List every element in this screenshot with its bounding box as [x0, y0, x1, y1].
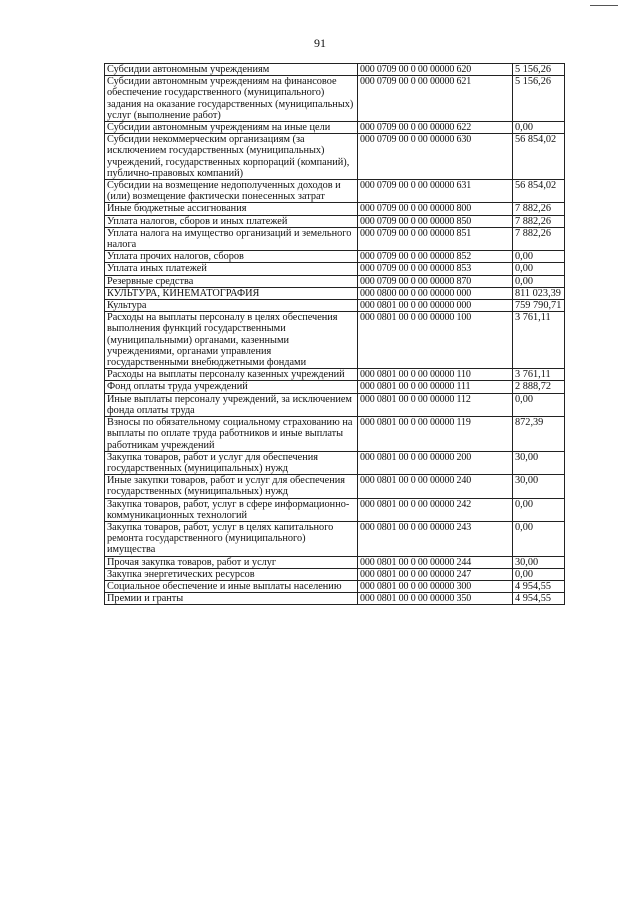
table-row — [105, 475, 565, 498]
row-name-cell: Субсидии автономным учреждениям — [105, 64, 358, 76]
row-amount-cell: 7 882,26 — [513, 215, 565, 227]
row-amount-cell: 3 761,11 — [513, 369, 565, 381]
table-row — [105, 498, 565, 521]
page-number: 91 — [314, 36, 326, 50]
row-amount-cell: 872,39 — [513, 417, 565, 452]
row-amount-cell: 30,00 — [513, 475, 565, 498]
row-code-cell: 000 0801 00 0 00 00000 300 — [358, 580, 513, 592]
row-amount-cell: 811 023,39 — [513, 287, 565, 299]
table-row — [105, 263, 565, 275]
row-code-cell: 000 0709 00 0 00 00000 850 — [358, 215, 513, 227]
row-name-cell: Закупка товаров, работ и услуг для обеспечения государственных (муниципальных) нужд — [105, 451, 358, 474]
row-name-cell: Расходы на выплаты персоналу казенных учреждений — [105, 369, 358, 381]
row-code-cell: 000 0801 00 0 00 00000 240 — [358, 475, 513, 498]
table-row — [105, 369, 565, 381]
row-name-cell: Расходы на выплаты персоналу в целях обеспечения выполнения функций государственными (муниципальными) органами, казенными учреждениями, органами управления государственными внебюджетными фондами — [105, 312, 358, 369]
table-row — [105, 568, 565, 580]
table-row — [105, 203, 565, 215]
row-code-cell: 000 0801 00 0 00 00000 242 — [358, 498, 513, 521]
row-amount-cell: 0,00 — [513, 521, 565, 556]
row-amount-cell: 0,00 — [513, 393, 565, 416]
row-name-cell: Закупка энергетических ресурсов — [105, 568, 358, 580]
row-code-cell: 000 0801 00 0 00 00000 350 — [358, 593, 513, 605]
table-row — [105, 275, 565, 287]
row-name-cell: Культура — [105, 300, 358, 312]
row-code-cell: 000 0801 00 0 00 00000 243 — [358, 521, 513, 556]
row-amount-cell: 5 156,26 — [513, 76, 565, 122]
row-name-cell: Резервные средства — [105, 275, 358, 287]
table-row — [105, 76, 565, 122]
budget-table — [104, 63, 565, 605]
row-name-cell: Иные закупки товаров, работ и услуг для обеспечения государственных (муниципальных) нужд — [105, 475, 358, 498]
row-amount-cell: 4 954,55 — [513, 593, 565, 605]
row-code-cell: 000 0801 00 0 00 00000 112 — [358, 393, 513, 416]
table-row — [105, 393, 565, 416]
row-name-cell: Закупка товаров, работ, услуг в целях капитального ремонта государственного (муниципального) имущества — [105, 521, 358, 556]
row-code-cell: 000 0709 00 0 00 00000 630 — [358, 134, 513, 180]
row-code-cell: 000 0801 00 0 00 00000 100 — [358, 312, 513, 369]
table-row — [105, 287, 565, 299]
row-code-cell: 000 0709 00 0 00 00000 620 — [358, 64, 513, 76]
table-row — [105, 312, 565, 369]
row-code-cell: 000 0709 00 0 00 00000 852 — [358, 251, 513, 263]
row-amount-cell: 0,00 — [513, 251, 565, 263]
row-amount-cell: 759 790,71 — [513, 300, 565, 312]
table-row — [105, 215, 565, 227]
row-code-cell: 000 0801 00 0 00 00000 111 — [358, 381, 513, 393]
row-amount-cell: 0,00 — [513, 263, 565, 275]
table-row — [105, 580, 565, 592]
row-amount-cell: 0,00 — [513, 568, 565, 580]
row-name-cell: Закупка товаров, работ, услуг в сфере информационно-коммуникационных технологий — [105, 498, 358, 521]
row-name-cell: Уплата прочих налогов, сборов — [105, 251, 358, 263]
row-amount-cell: 56 854,02 — [513, 134, 565, 180]
row-name-cell: Социальное обеспечение и иные выплаты населению — [105, 580, 358, 592]
table-row — [105, 521, 565, 556]
row-amount-cell: 2 888,72 — [513, 381, 565, 393]
row-code-cell: 000 0709 00 0 00 00000 870 — [358, 275, 513, 287]
row-amount-cell: 30,00 — [513, 556, 565, 568]
table-row — [105, 180, 565, 203]
row-code-cell: 000 0801 00 0 00 00000 200 — [358, 451, 513, 474]
row-name-cell: Взносы по обязательному социальному страхованию на выплаты по оплате труда работников и иные выплаты работникам учреждений — [105, 417, 358, 452]
row-name-cell: Субсидии автономным учреждениям на иные цели — [105, 122, 358, 134]
row-amount-cell: 3 761,11 — [513, 312, 565, 369]
row-name-cell: Уплата иных платежей — [105, 263, 358, 275]
row-name-cell: Субсидии некоммерческим организациям (за исключением государственных (муниципальных) учреждений, государственных корпораций (компаний), публично-правовых компаний) — [105, 134, 358, 180]
table-row — [105, 300, 565, 312]
row-name-cell: Субсидии автономным учреждениям на финансовое обеспечение государственного (муниципального) задания на оказание государственных (муниципальных) услуг (выполнение работ) — [105, 76, 358, 122]
table-row — [105, 134, 565, 180]
row-name-cell: Иные бюджетные ассигнования — [105, 203, 358, 215]
table-row — [105, 593, 565, 605]
row-code-cell: 000 0801 00 0 00 00000 000 — [358, 300, 513, 312]
row-name-cell: Уплата налогов, сборов и иных платежей — [105, 215, 358, 227]
row-name-cell: Прочая закупка товаров, работ и услуг — [105, 556, 358, 568]
row-amount-cell: 56 854,02 — [513, 180, 565, 203]
row-code-cell: 000 0709 00 0 00 00000 800 — [358, 203, 513, 215]
row-code-cell: 000 0800 00 0 00 00000 000 — [358, 287, 513, 299]
row-code-cell: 000 0801 00 0 00 00000 247 — [358, 568, 513, 580]
row-code-cell: 000 0709 00 0 00 00000 621 — [358, 76, 513, 122]
row-code-cell: 000 0801 00 0 00 00000 119 — [358, 417, 513, 452]
row-code-cell: 000 0709 00 0 00 00000 851 — [358, 227, 513, 250]
table-row — [105, 381, 565, 393]
row-amount-cell: 7 882,26 — [513, 203, 565, 215]
row-amount-cell: 5 156,26 — [513, 64, 565, 76]
row-code-cell: 000 0801 00 0 00 00000 110 — [358, 369, 513, 381]
corner-line-mark — [590, 5, 618, 6]
row-amount-cell: 0,00 — [513, 275, 565, 287]
row-code-cell: 000 0801 00 0 00 00000 244 — [358, 556, 513, 568]
row-code-cell: 000 0709 00 0 00 00000 631 — [358, 180, 513, 203]
table-row — [105, 451, 565, 474]
row-name-cell: Субсидии на возмещение недополученных доходов и (или) возмещение фактически понесенных затрат — [105, 180, 358, 203]
table-row — [105, 417, 565, 452]
table-row — [105, 122, 565, 134]
row-name-cell: Премии и гранты — [105, 593, 358, 605]
row-code-cell: 000 0709 00 0 00 00000 853 — [358, 263, 513, 275]
table-row — [105, 227, 565, 250]
row-amount-cell: 0,00 — [513, 498, 565, 521]
row-amount-cell: 4 954,55 — [513, 580, 565, 592]
row-name-cell: КУЛЬТУРА, КИНЕМАТОГРАФИЯ — [105, 287, 358, 299]
row-amount-cell: 30,00 — [513, 451, 565, 474]
row-amount-cell: 0,00 — [513, 122, 565, 134]
budget-table-body — [105, 64, 565, 605]
row-code-cell: 000 0709 00 0 00 00000 622 — [358, 122, 513, 134]
row-name-cell: Иные выплаты персоналу учреждений, за исключением фонда оплаты труда — [105, 393, 358, 416]
row-name-cell: Фонд оплаты труда учреждений — [105, 381, 358, 393]
table-row — [105, 251, 565, 263]
table-row — [105, 556, 565, 568]
row-name-cell: Уплата налога на имущество организаций и земельного налога — [105, 227, 358, 250]
row-amount-cell: 7 882,26 — [513, 227, 565, 250]
table-row — [105, 64, 565, 76]
